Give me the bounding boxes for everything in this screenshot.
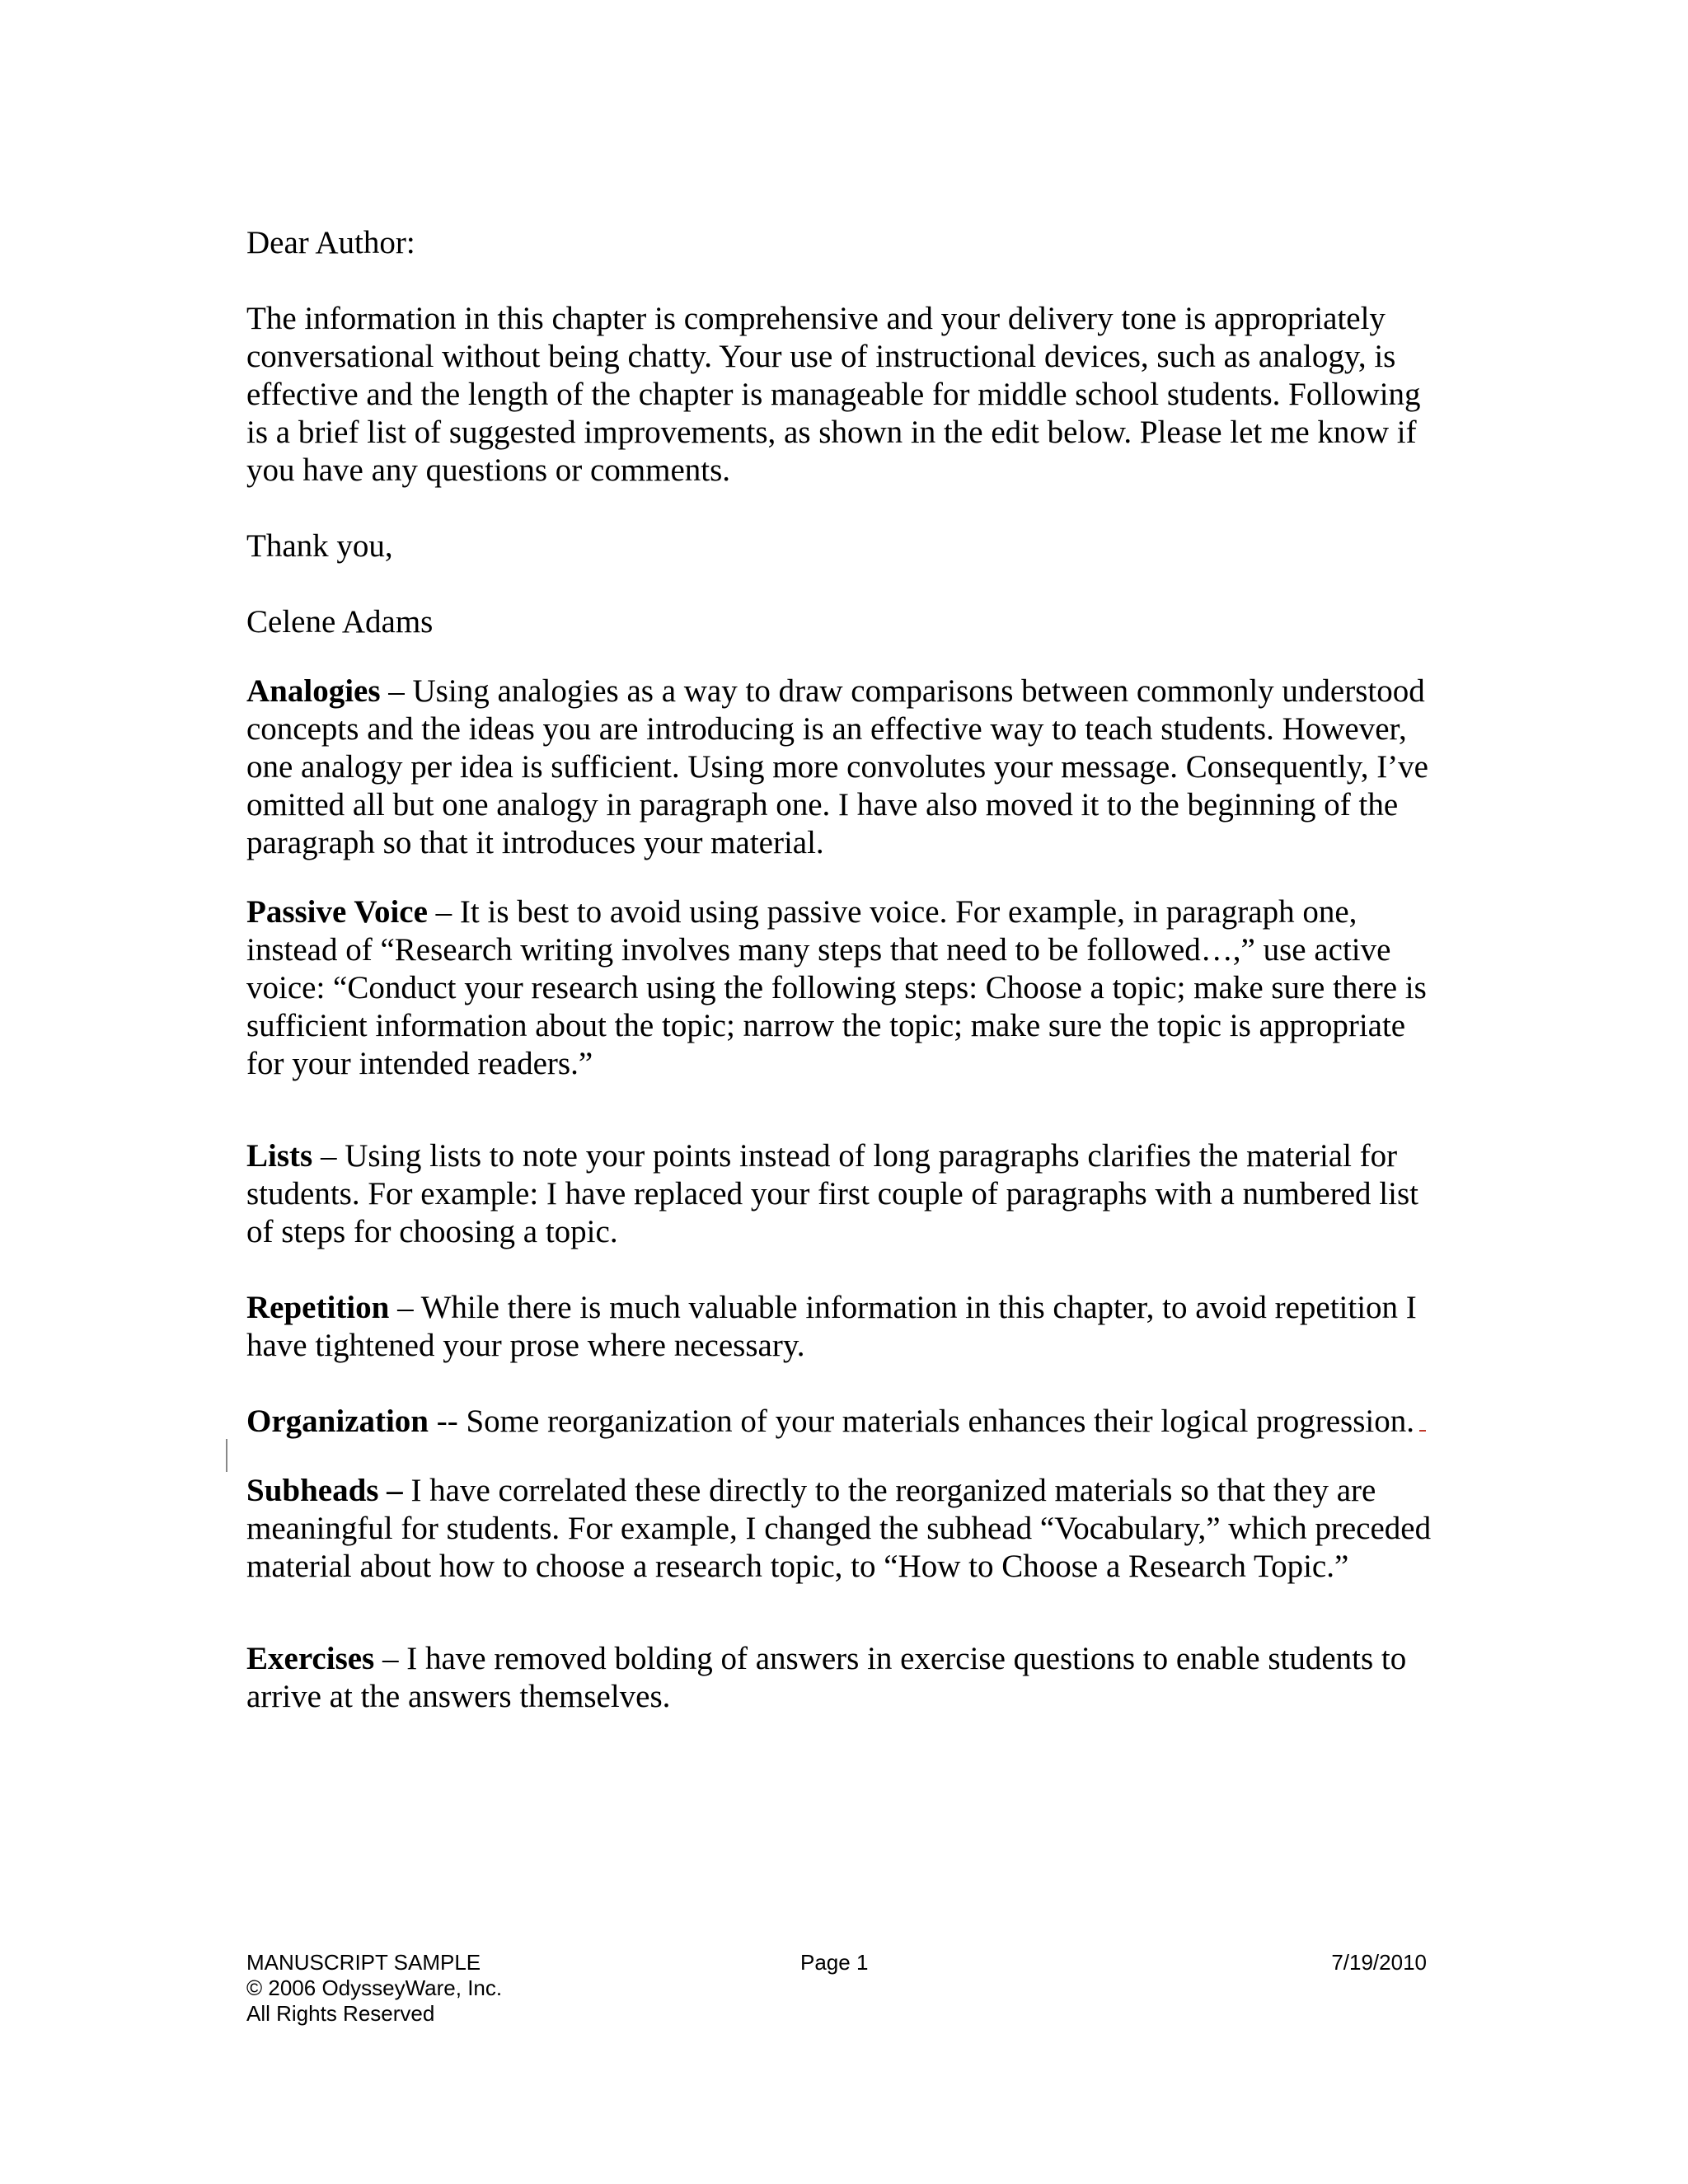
footer-manuscript-label: MANUSCRIPT SAMPLE (246, 1950, 481, 1975)
tracked-change-marker (1419, 1405, 1426, 1432)
item-term: Analogies (246, 673, 381, 709)
item-text: Using analogies as a way to draw comparisons between commonly understood concepts and the ideas you are introducing is an effective way to teach students. However, one analogy per idea is sufficient. Using more convolutes your message. Consequently, I’ve omitted all but one analogy in paragraph one. I have also moved it to the beginning of the paragraph so that it introduces your material. (246, 673, 1428, 860)
item-text: Some reorganization of your materials enhances their logical progression. (466, 1404, 1414, 1439)
closing: Thank you, (246, 528, 393, 564)
item-term: Exercises (246, 1641, 375, 1676)
item-sep (403, 1473, 411, 1508)
item-term: Organization (246, 1404, 429, 1439)
item-sep: – (374, 1641, 407, 1676)
item-organization (246, 1403, 1450, 1441)
footer-page-number: Page 1 (800, 1950, 869, 1975)
item-text: I have correlated these directly to the reorganized materials so that they are meaningful for students. For example, I changed the subhead “Vocabulary,” which preceded material about how to choose a research topic, to “How to Choose a Research Topic.” (246, 1473, 1432, 1584)
item-term: Repetition (246, 1290, 390, 1325)
item-text: It is best to avoid using passive voice. For example, in paragraph one, instead of “Research writing involves many steps that need to be followed…,” use active voice: “Conduct your research using the following steps: Choose a topic; make sure there is sufficient information about the topic; narrow the topic; make sure the topic is appropriate for your intended readers.” (246, 894, 1427, 1081)
intro-paragraph: The information in this chapter is comprehensive and your delivery tone is appropriately conversational without being chatty. Your use of instructional devices, such as analogy, is effective and the length of the chapter is manageable for middle school students. Following is a brief list of suggested improvements, as shown in the edit below. Please let me know if you have any questions or comments. (246, 301, 1421, 488)
change-bar (226, 1439, 227, 1472)
item-sep: – (389, 1290, 421, 1325)
item-term: Subheads – (246, 1473, 403, 1508)
item-text: I have removed bolding of answers in exercise questions to enable students to arrive at the answers themselves. (246, 1641, 1407, 1714)
item-sep: – (312, 1138, 345, 1174)
footer-left (246, 1950, 502, 2027)
item-sep: – (427, 894, 460, 930)
footer-copyright: © 2006 OdysseyWare, Inc. (246, 1975, 503, 2000)
footer-rights: All Rights Reserved (246, 2001, 435, 2026)
letter-body (246, 224, 1450, 1716)
item-exercises (246, 1640, 1450, 1716)
item-subheads (246, 1472, 1450, 1586)
item-sep: – (380, 673, 413, 709)
signature: Celene Adams (246, 604, 434, 640)
item-text: While there is much valuable information in this chapter, to avoid repetition I have tightened your prose where necessary. (246, 1290, 1417, 1363)
item-sep: -- (429, 1404, 467, 1439)
item-passive-voice (246, 893, 1450, 1083)
item-repetition (246, 1289, 1450, 1365)
footer-date: 7/19/2010 (1331, 1950, 1427, 1975)
greeting: Dear Author: (246, 225, 415, 260)
item-text: Using lists to note your points instead of long paragraphs clarifies the material for students. For example: I have replaced your first couple of paragraphs with a numbered list of steps for choosing a topic. (246, 1138, 1418, 1249)
item-lists (246, 1137, 1450, 1251)
item-analogies (246, 673, 1450, 862)
item-term: Lists (246, 1138, 313, 1174)
item-term: Passive Voice (246, 894, 428, 930)
